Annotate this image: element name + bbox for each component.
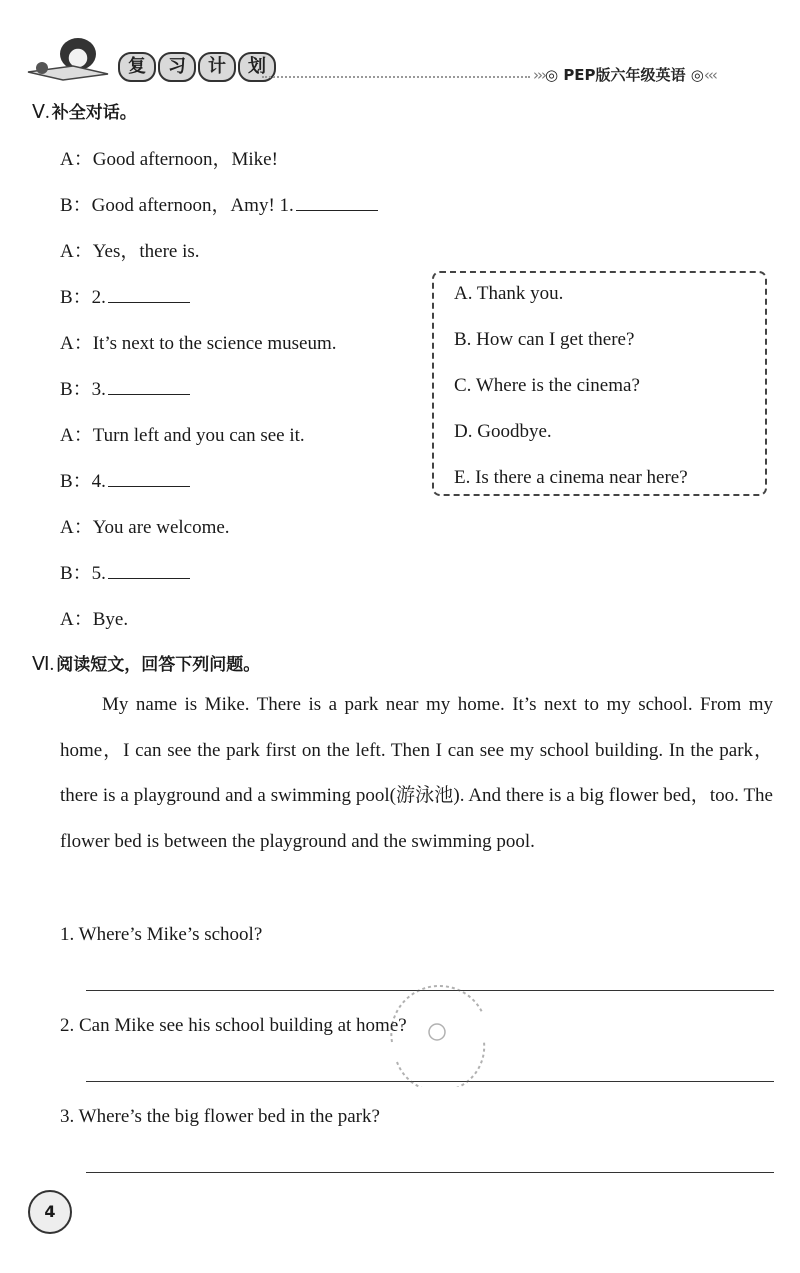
section-5-title (32, 98, 137, 124)
dialogue-text: B：2. (60, 287, 106, 308)
option-c: C. Where is the cinema? (454, 375, 640, 396)
dialogue-text: B：5. (60, 563, 106, 584)
dialogue-text: A：It’s next to the science museum. (60, 333, 337, 354)
dialogue-line (60, 558, 190, 585)
page-number (28, 1190, 72, 1234)
answer-blank-3[interactable] (108, 376, 190, 395)
dialogue-line (60, 190, 378, 217)
section-6-title (32, 650, 260, 676)
option-e: E. Is there a cinema near here? (454, 467, 688, 488)
option-d: D. Goodbye. (454, 421, 552, 442)
badge-char: 划 (238, 52, 276, 82)
watermark-stamp (372, 972, 502, 1087)
options-box (432, 271, 767, 496)
dialogue-text: A：Good afternoon，Mike! (60, 149, 278, 170)
dialogue-line (60, 236, 200, 263)
section-heading: 阅读短文，回答下列问题。 (56, 655, 261, 675)
answer-line-3[interactable] (86, 1172, 774, 1173)
section-number: Ⅴ. (32, 102, 50, 123)
section-badge (118, 52, 276, 82)
question-2: 2. Can Mike see his school building at home? (60, 1015, 407, 1036)
dialogue-line (60, 466, 190, 493)
dialogue-text: B：3. (60, 379, 106, 400)
badge-char: 习 (158, 52, 196, 82)
dialogue-text: A：Turn left and you can see it. (60, 425, 305, 446)
dialogue-text: A：You are welcome. (60, 517, 230, 538)
arrows-left-icon: ‹‹‹ (703, 66, 716, 84)
dialogue-text: B：Good afternoon，Amy! 1. (60, 195, 294, 216)
question-3: 3. Where’s the big flower bed in the park? (60, 1106, 380, 1127)
answer-blank-1[interactable] (296, 192, 378, 211)
dialogue-line (60, 604, 128, 631)
answer-blank-5[interactable] (108, 560, 190, 579)
badge-char: 计 (198, 52, 236, 82)
book-title-text: PEP版六年级英语 (563, 66, 686, 84)
header-book-title: ›››◎ PEP版六年级英语 ◎‹‹‹ (533, 66, 716, 84)
section-number: Ⅵ. (32, 654, 55, 675)
dialogue-line (60, 374, 190, 401)
header-divider (262, 76, 530, 78)
reading-girl-icon (18, 34, 118, 84)
question-1: 1. Where’s Mike’s school? (60, 924, 263, 945)
reading-passage: My name is Mike. There is a park near my home. It’s next to my school. From my home，I can see the park first on the left. Then I can see my school building. In the park，there is a playground and a swimming pool(游泳池). And there is a big flower bed，too. The flower bed is between the playground and the swimming pool. (60, 694, 773, 852)
answer-blank-2[interactable] (108, 284, 190, 303)
dialogue-line (60, 328, 337, 355)
dialogue-line (60, 144, 278, 171)
badge-char: 复 (118, 52, 156, 82)
section-heading: 补全对话。 (51, 103, 137, 123)
dialogue-line (60, 282, 190, 309)
dialogue-text: B：4. (60, 471, 106, 492)
answer-blank-4[interactable] (108, 468, 190, 487)
option-a: A. Thank you. (454, 283, 564, 304)
dialogue-line (60, 420, 305, 447)
page-number-text: 4 (44, 1202, 56, 1221)
dialogue-line (60, 512, 230, 539)
arrows-right-icon: ››› (533, 66, 545, 84)
dialogue-text: A：Yes，there is. (60, 241, 200, 262)
option-b: B. How can I get there? (454, 329, 635, 350)
dialogue-text: A：Bye. (60, 609, 129, 630)
